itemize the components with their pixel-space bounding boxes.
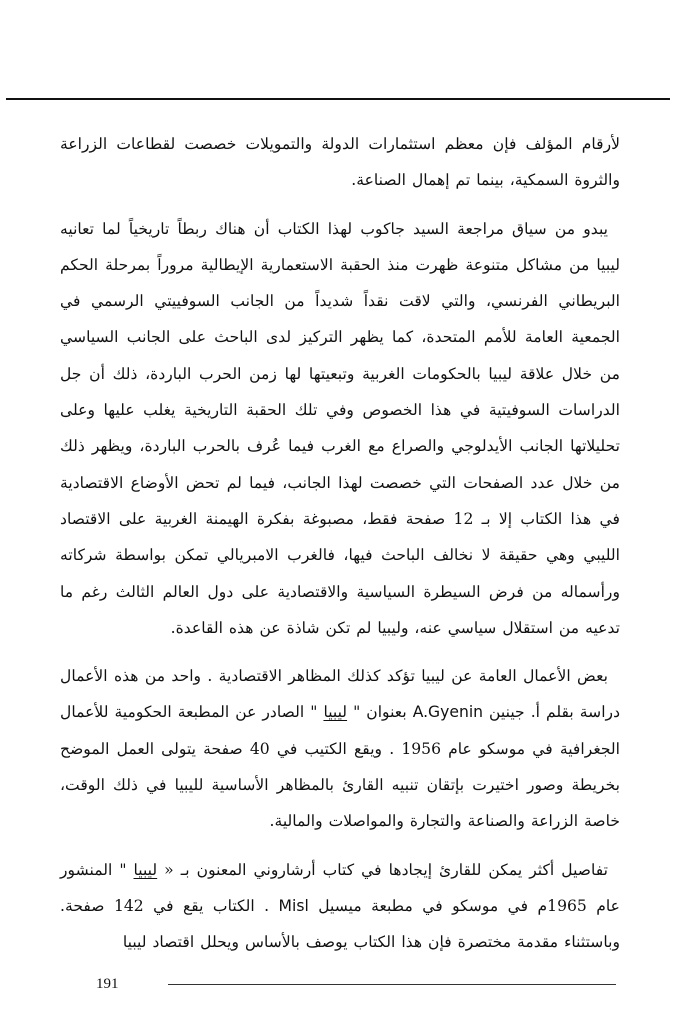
publisher-latin-name: Misl	[278, 896, 309, 915]
header-rule	[6, 98, 670, 100]
page-footer	[96, 976, 616, 993]
book-title-underlined-2: ليبيا	[133, 860, 158, 879]
paragraph-1	[60, 126, 620, 199]
paragraph-4	[60, 852, 620, 961]
page-body	[60, 126, 620, 961]
paragraph-2-text: يبدو من سياق مراجعة السيد جاكوب لهذا الكتاب أن هناك ربطاً تاريخياً لما تعانيه ليبيا من مشاكل متنوعة ظهرت منذ الحقبة الاستعمارية الإيطالية مروراً بمرحلة الحكم البريطاني الفرنسي، والتي لاقت نقداً شديداً من الجانب السوفييتي الرسمي في الجمعية العامة للأمم المتحدة، كما يظهر التركيز لدى الباحث على الجانب السياسي من خلال علاقة ليبيا بالحكومات الغربية وتبعيتها لها زمن الحرب الباردة، ذلك أن جل الدراسات السوفيتية في هذا الخصوص وفي تلك الحقبة التاريخية يغلب عليها وعلى تحليلاتها الجانب الأيدلوجي والصراع مع الغرب فيما عُرف بالحرب الباردة، ويظهر ذلك من خلال عدد الصفحات التي خصصت لهذا الجانب، فيما لم تحض الأوضاع الاقتصادية في هذا الكتاب إلا بـ 12 صفحة فقط، مصبوغة بفكرة الهيمنة الغربية على الاقتصاد الليبي وهي حقيقة لا نخالف الباحث فيها، فالغرب الامبريالي تمكن بواسطة شركاته ورأسماله من فرض السيطرة السياسية والاقتصادية على دول العالم الثالث رغم ما تدعيه من استقلال سياسي عنه، وليبيا لم تكن شاذة عن هذه القاعدة.	[60, 219, 620, 637]
book-title-underlined: ليبيا	[323, 703, 348, 722]
page-number: 191	[96, 976, 119, 992]
paragraph-4-text-middle: " المنشور عام 1965م في موسكو في مطبعة ميسيل	[60, 860, 620, 915]
paragraph-3	[60, 658, 620, 839]
paragraph-2	[60, 211, 620, 647]
author-latin-name: A.Gyenin	[412, 703, 484, 722]
footer-rule	[168, 984, 616, 985]
paragraph-3-text-start: بعض الأعمال العامة عن ليبيا تؤكد كذلك المظاهر الاقتصادية . واحد من هذه الأعمال دراسة بقلم أ. جينين	[60, 667, 621, 722]
paragraph-4-text-end: . الكتاب يقع في 142 صفحة. وباستثناء مقدمة مختصرة فإن هذا الكتاب يوصف بالأساس ويحلل اقتصاد ليبيا	[60, 896, 620, 952]
paragraph-4-text-start: تفاصيل أكثر يمكن للقارئ إيجادها في كتاب أرشاروني المعنون بـ «	[157, 860, 609, 879]
paragraph-1-text: لأرقام المؤلف فإن معظم استثمارات الدولة والتمويلات خصصت لقطاعات الزراعة والثروة السمكية، بينما تم إهمال الصناعة.	[60, 135, 620, 190]
paragraph-3-text-end: " الصادر عن المطبعة الحكومية للأعمال الجغرافية في موسكو عام 1956 . ويقع الكتيب في 40 صفحة يتولى العمل الموضح بخريطة وصور اختيرت بإتقان تنبيه القارئ بالمظاهر الأساسية لليبيا في ذلك الوقت، خاصة الزراعة والصناعة والتجارة والمواصلات والمالية.	[60, 703, 620, 831]
paragraph-3-text-middle: بعنوان "	[347, 703, 413, 722]
